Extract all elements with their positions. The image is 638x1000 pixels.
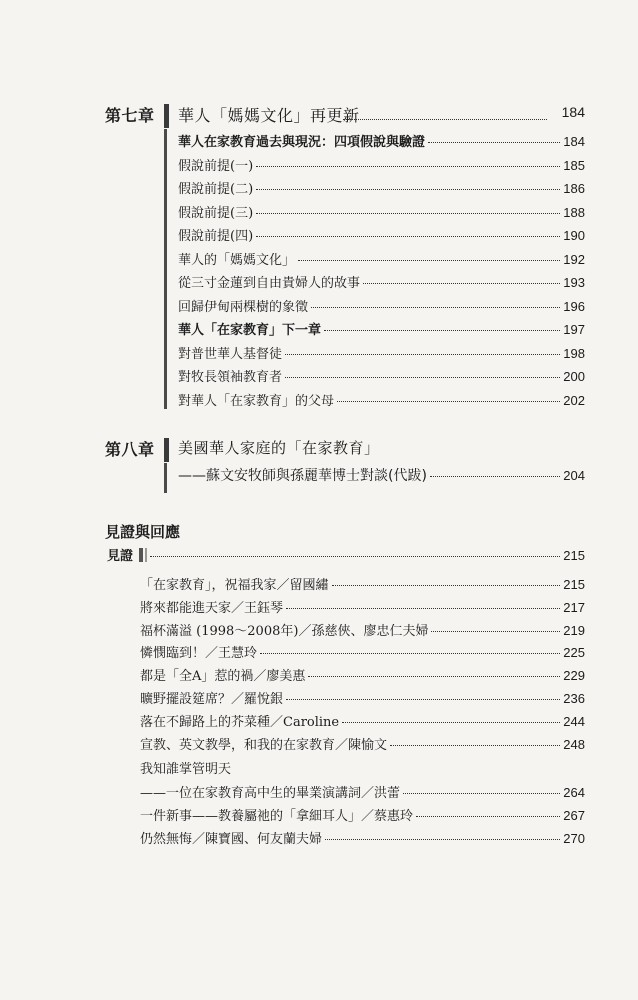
dot-leader: [286, 607, 560, 609]
subheading-text: 見證: [107, 549, 134, 564]
entry-title: 宣教、英文教學，和我的在家教育／陳愉文: [140, 737, 388, 753]
dot-leader: [286, 698, 560, 700]
page-number: 202: [563, 392, 585, 408]
chapter-title: 美國華人家庭的「在家教育」: [178, 439, 380, 457]
dot-leader: [416, 815, 560, 817]
toc-entry: [178, 250, 585, 270]
toc-entry: [178, 156, 585, 176]
chapter-title: 華人「媽媽文化」再更新: [178, 106, 360, 125]
chapter-bar: [164, 438, 169, 462]
entry-title: 仍然無悔／陳寶國、何友蘭夫婦: [140, 832, 323, 847]
chapter-8-subtitle: ——蘇文安牧師與孫麗華博士對談(代跋): [178, 468, 427, 484]
dot-leader: [308, 675, 560, 677]
dot-leader: [256, 212, 560, 214]
dot-leader: [256, 165, 560, 167]
toc-entry: [178, 179, 585, 199]
entry-title: 華人「在家教育」下一章: [178, 323, 322, 338]
dot-leader: [150, 555, 560, 557]
dot-leader: [390, 744, 560, 746]
toc-entry: [140, 575, 585, 595]
page-number: 244: [563, 713, 585, 729]
subheading-bar-light: [145, 548, 147, 562]
toc-entry: [178, 273, 585, 293]
entry-title: 將來都能進天家／王鈺琴: [140, 600, 284, 616]
toc-entry: [178, 132, 585, 152]
chapter-8-heading: [105, 437, 585, 463]
entry-title: 假說前提(三): [178, 205, 254, 221]
subheading-bar: [139, 548, 143, 562]
toc-entry: [140, 598, 585, 618]
toc-entry: [140, 666, 585, 686]
chapter-8-side-line: [164, 463, 167, 493]
toc-entry: [178, 226, 585, 246]
page-number: 219: [563, 622, 585, 638]
entry-title: 對華人「在家教育」的父母: [178, 393, 335, 409]
toc-entry: [140, 806, 585, 826]
entry-title: 假說前提(一): [178, 158, 254, 174]
toc-entry: [178, 203, 585, 223]
page-number: 190: [563, 228, 585, 243]
entry-title: 對普世華人基督徒: [178, 346, 283, 362]
page-number: 184: [563, 134, 585, 149]
toc-entry: [178, 297, 585, 317]
toc-entry: [178, 344, 585, 364]
multiline-title: 我知誰掌管明天: [140, 762, 232, 777]
toc-entry: [140, 829, 585, 849]
dot-leader: [337, 400, 560, 402]
toc-entry: [140, 689, 585, 709]
section-heading: 見證與回應: [105, 523, 181, 541]
entry-title: 假說前提(二): [178, 182, 254, 197]
page-number: 197: [563, 322, 585, 337]
dot-leader: [430, 475, 560, 477]
toc-entry: [140, 735, 585, 755]
page-number: 248: [563, 736, 585, 752]
chapter-8-subtitle-row: [178, 466, 585, 486]
page-number: 188: [563, 204, 585, 220]
subheading: [107, 547, 147, 567]
toc-entry: [178, 391, 585, 411]
chapter-label: 第七章: [105, 106, 155, 125]
dot-leader: [256, 235, 560, 237]
entry-title: 憐憫臨到！／王慧玲: [140, 646, 258, 662]
page-number: 196: [563, 298, 585, 314]
subheading-row: [107, 546, 585, 566]
page-number: 264: [563, 785, 585, 800]
entry-title: 華人的「媽媽文化」: [178, 252, 296, 268]
entry-title: 「在家教育」，祝福我家／留國繡: [140, 578, 329, 593]
chapter-7-side-line: [164, 129, 167, 409]
entry-title: 回歸伊甸兩棵樹的象徵: [178, 299, 309, 315]
chapter-page: 184: [561, 104, 585, 120]
chapter-label: 第八章: [105, 440, 155, 459]
page-number: 225: [563, 645, 585, 661]
page-number: 229: [563, 668, 585, 684]
dot-leader: [342, 721, 560, 723]
page-number: 186: [563, 181, 585, 196]
page-number: 267: [563, 808, 585, 823]
page-number: 217: [563, 599, 585, 615]
toc-entry: [140, 621, 585, 641]
dot-leader: [285, 353, 560, 355]
toc-entry: [140, 712, 585, 732]
dot-leader: [431, 630, 560, 632]
dot-leader: [256, 188, 560, 190]
chapter-leader: [343, 119, 547, 120]
page-number: 200: [563, 369, 585, 384]
dot-leader: [298, 259, 560, 261]
entry-title: 都是「全A」惹的禍／廖美惠: [140, 669, 306, 685]
page-number: 270: [563, 831, 585, 846]
entry-title: 華人在家教育過去與現況：四項假說與驗證: [178, 135, 426, 150]
page-number: 193: [563, 275, 585, 290]
page-number: 215: [563, 577, 585, 592]
dot-leader: [260, 652, 560, 654]
toc-entry: [178, 320, 585, 340]
dot-leader: [311, 306, 560, 308]
dot-leader: [363, 282, 560, 284]
dot-leader: [325, 838, 560, 840]
chapter-7-heading: [105, 103, 585, 129]
entry-title: 從三寸金蓮到自由貴婦人的故事: [178, 276, 361, 291]
entry-title: 假說前提(四): [178, 229, 254, 244]
multiline-row: [140, 783, 585, 803]
dot-leader: [428, 141, 560, 143]
toc-entry: [178, 367, 585, 387]
entry-title: 對牧長領袖教育者: [178, 370, 283, 385]
toc-entry: [140, 643, 585, 663]
page-number: 192: [563, 251, 585, 267]
multiline-subtitle: ——一位在家教育高中生的畢業演講詞／洪蕾: [140, 786, 401, 801]
page-number: 185: [563, 157, 585, 173]
page-number: 198: [563, 345, 585, 361]
dot-leader: [403, 792, 560, 794]
dot-leader: [324, 329, 560, 331]
page-number: 204: [563, 468, 585, 483]
entry-title: 曠野擺設筵席？／羅悅銀: [140, 692, 284, 707]
entry-title: 一件新事——教養屬祂的「拿細耳人」／蔡惠玲: [140, 809, 414, 824]
page-number: 236: [563, 691, 585, 706]
page-number: 215: [563, 548, 585, 563]
dot-leader: [285, 376, 560, 378]
entry-title: 福杯滿溢 (1998～2008年)／孫慈俠、廖忠仁夫婦: [140, 623, 429, 639]
chapter-bar: [164, 104, 169, 128]
entry-title: 落在不歸路上的芥菜種／Caroline: [140, 714, 340, 730]
dot-leader: [332, 584, 561, 586]
